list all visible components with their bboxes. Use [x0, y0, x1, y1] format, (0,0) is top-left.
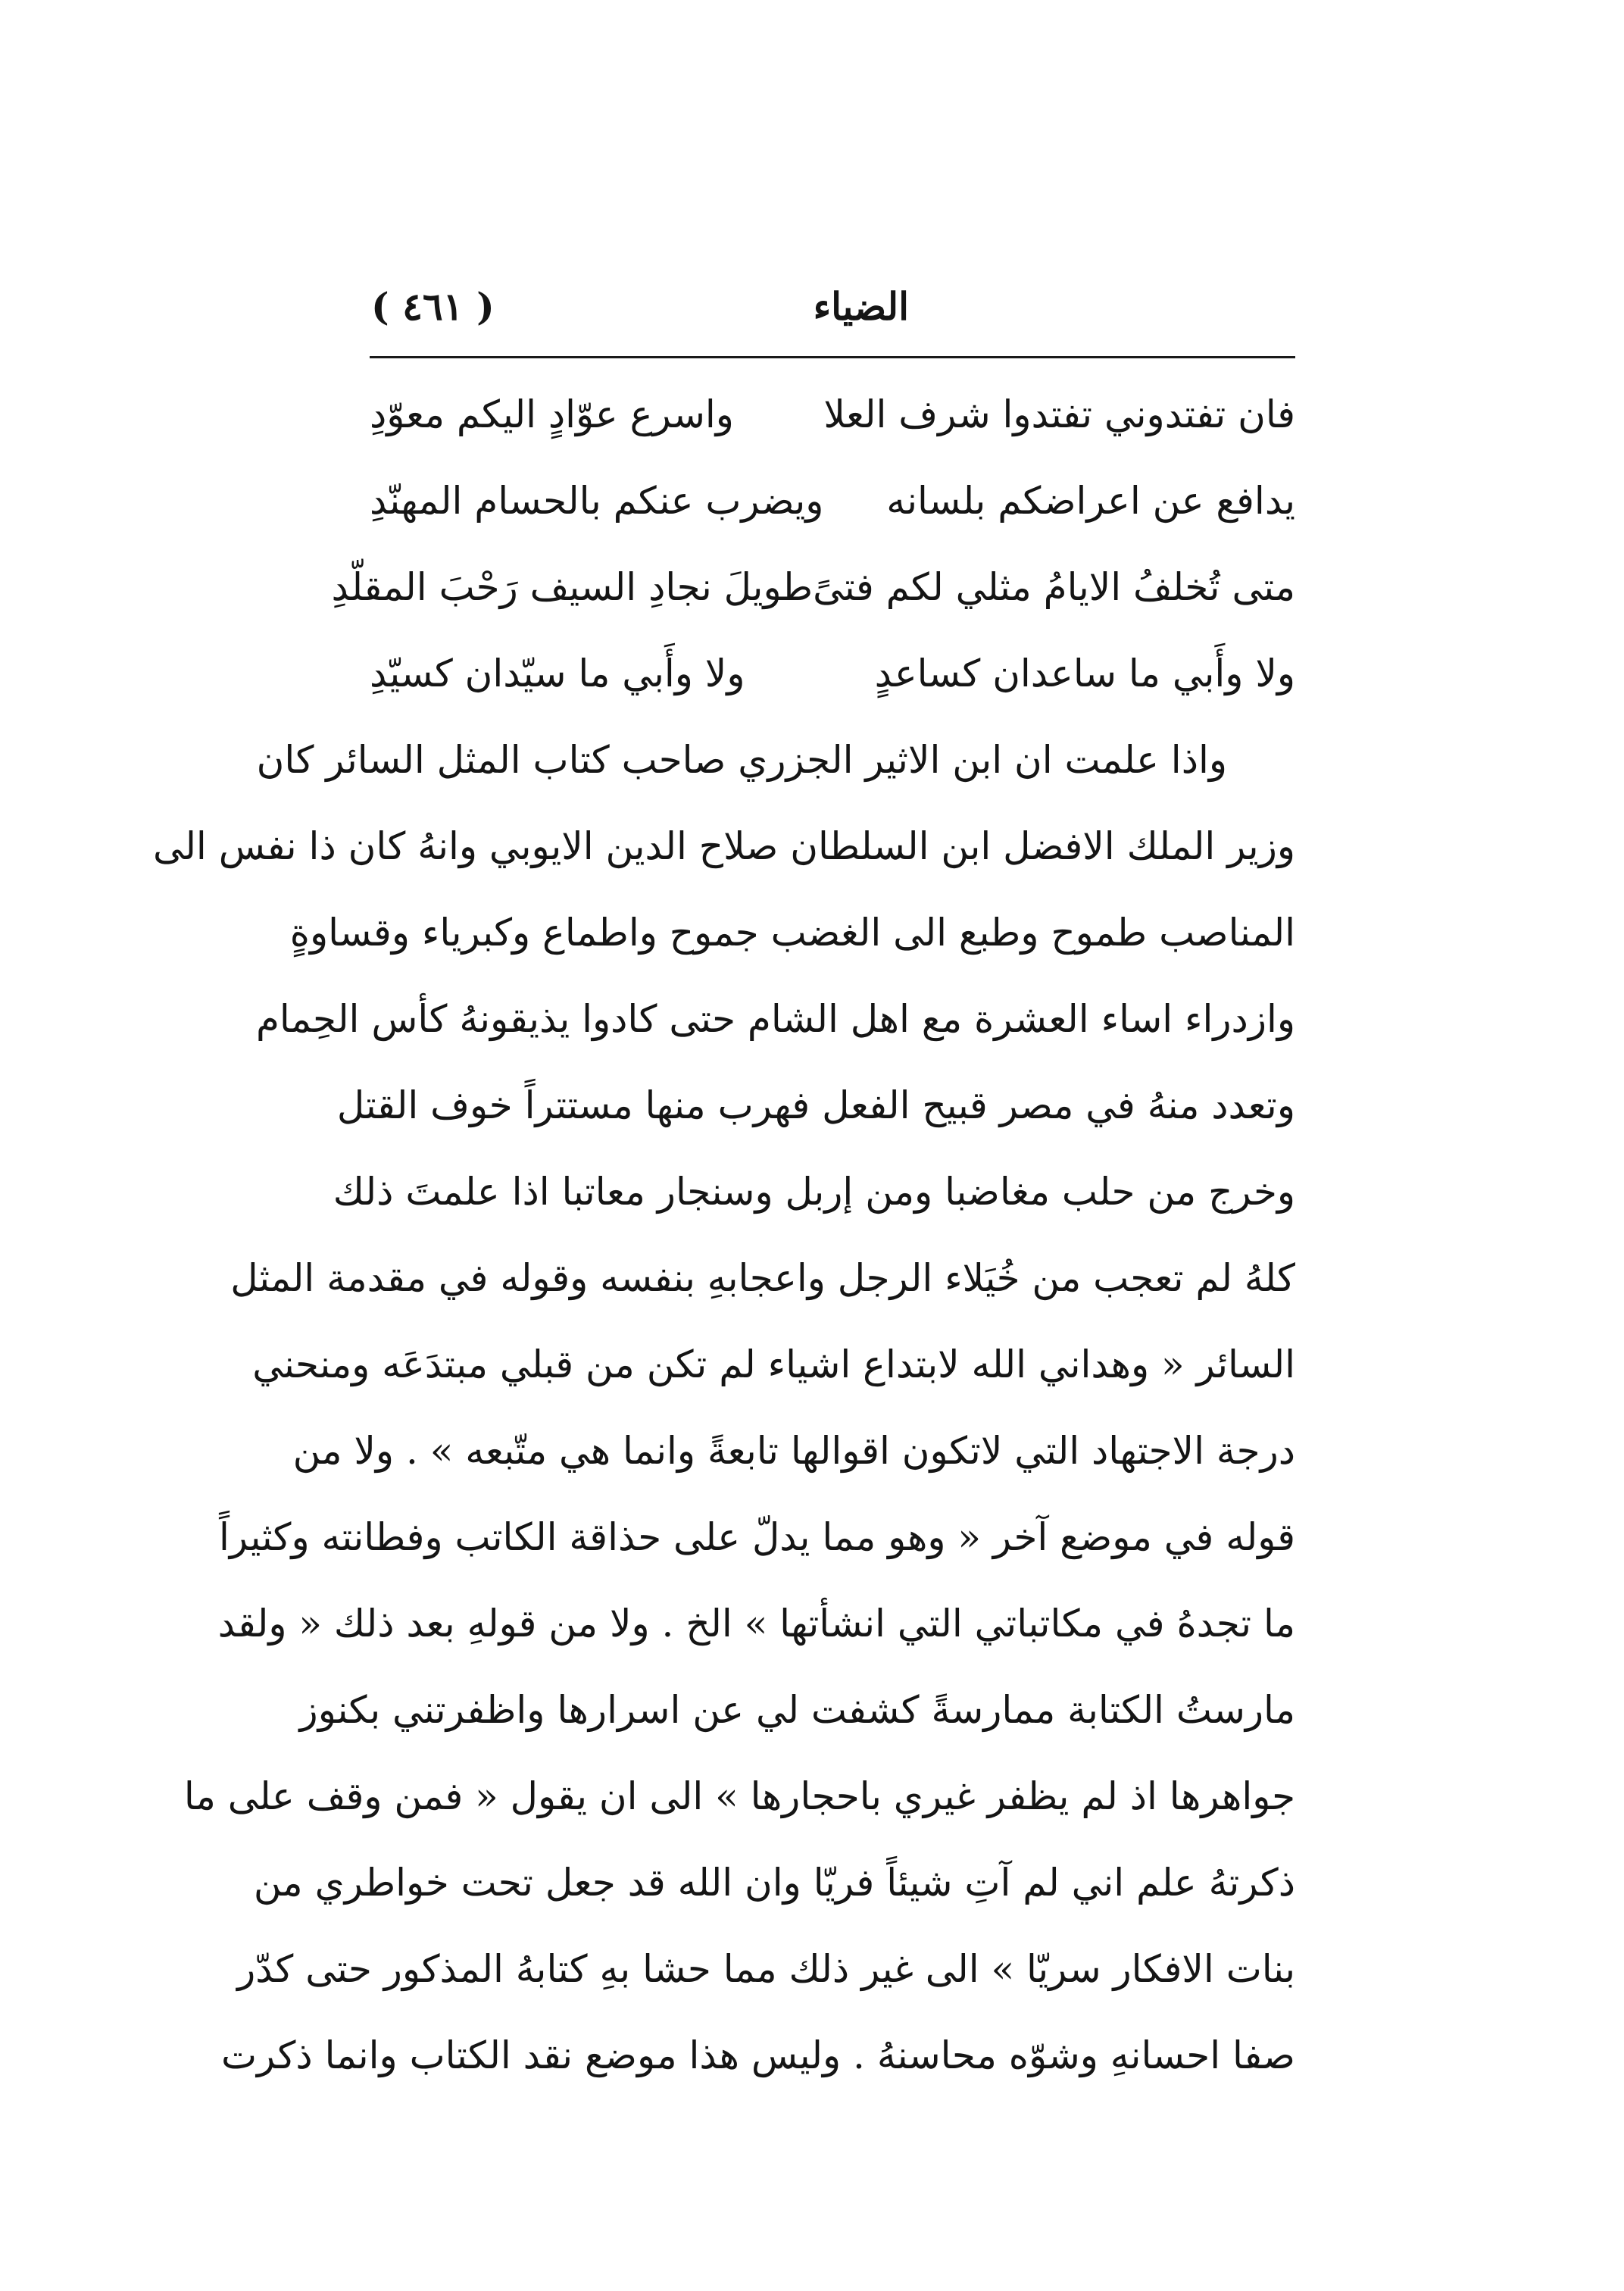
verse-second-hemistich: واسرع عوّادٍ اليكم معوّدِ: [370, 392, 734, 436]
paragraph-line: المناصب طموح وطبع الى الغضب جموح واطماع وكبرياء وقساوةٍ: [289, 911, 1295, 955]
paragraph-line: ذكرتهُ علم اني لم آتِ شيئاً فريّا وان الله قد جعل تحت خواطري من: [253, 1861, 1295, 1905]
running-title: الضياء: [813, 284, 909, 329]
page-number: ( ٤٦١ ): [371, 284, 495, 329]
verse-second-hemistich: طويلَ نجادِ السيف رَحْبَ المقلّدِ: [331, 565, 814, 609]
verse-first-hemistich: متى تُخلفُ الايامُ مثلي لكم فتىً: [813, 565, 1295, 609]
paragraph-line: السائر « وهداني الله لابتداع اشياء لم تكن من قبلي مبتدَعَه ومنحني: [252, 1342, 1295, 1386]
verse-second-hemistich: ولا وأَبي ما سيّدان كسيّدِ: [370, 652, 745, 695]
verse-line: [370, 630, 1295, 717]
paragraph-line: وزير الملك الافضل ابن السلطان صلاح الدين الايوبي وانهُ كان ذا نفس الى: [153, 824, 1295, 868]
verse-second-hemistich: ويضرب عنكم بالحسام المهنّدِ: [370, 479, 824, 523]
paragraph-line: مارستُ الكتابة ممارسةً كشفت لي عن اسرارها واظفرتني بكنوز: [299, 1688, 1295, 1732]
verse-line: [331, 544, 1295, 630]
paragraph-line: بنات الافكار سريّا » الى غير ذلك مما حشا بهِ كتابهُ المذكور حتى كدّر: [237, 1947, 1295, 1991]
page-header: [371, 273, 1295, 341]
header-divider: [370, 356, 1295, 358]
paragraph-line: صفا احسانهِ وشوّه محاسنهُ . وليس هذا موضع نقد الكتاب وانما ذكرت: [220, 2033, 1295, 2077]
poem-verses: [331, 371, 1295, 717]
paragraph-line: وازدراء اساء العشرة مع اهل الشام حتى كادوا يذيقونهُ كأس الحِمام: [255, 997, 1295, 1041]
paragraph-line: درجة الاجتهاد التي لاتكون اقوالها تابعةً وانما هي متّبعه » . ولا من: [292, 1429, 1295, 1473]
verse-first-hemistich: يدافع عن اعراضكم بلسانه: [886, 479, 1295, 523]
verse-first-hemistich: فان تفتدوني تفتدوا شرف العلا: [823, 392, 1295, 436]
paragraph-line: كلهُ لم تعجب من خُيَلاء الرجل واعجابهِ بنفسه وقوله في مقدمة المثل: [230, 1256, 1295, 1300]
paragraph-line: قوله في موضع آخر « وهو مما يدلّ على حذاقة الكاتب وفطانته وكثيراً: [219, 1515, 1295, 1559]
paragraph-line: وخرج من حلب مغاضبا ومن إربل وسنجار معاتبا اذا علمتَ ذلك: [333, 1170, 1295, 1214]
paragraph-line: وتعدد منهُ في مصر قبيح الفعل فهرب منها مستتراً خوف القتل: [336, 1083, 1295, 1127]
paragraph-line: ما تجدهُ في مكاتباتي التي انشأتها » الخ . ولا من قولهِ بعد ذلك « ولقد: [217, 1602, 1295, 1646]
paragraph-line: واذا علمت ان ابن الاثير الجزري صاحب كتاب المثل السائر كان: [256, 738, 1227, 782]
prose-body: [153, 717, 1295, 2099]
verse-line: [370, 371, 1295, 458]
verse-line: [370, 458, 1295, 544]
verse-first-hemistich: ولا وأَبي ما ساعدان كساعدٍ: [874, 652, 1295, 695]
paragraph-line: جواهرها اذ لم يظفر غيري باحجارها » الى ان يقول « فمن وقف على ما: [183, 1774, 1295, 1818]
